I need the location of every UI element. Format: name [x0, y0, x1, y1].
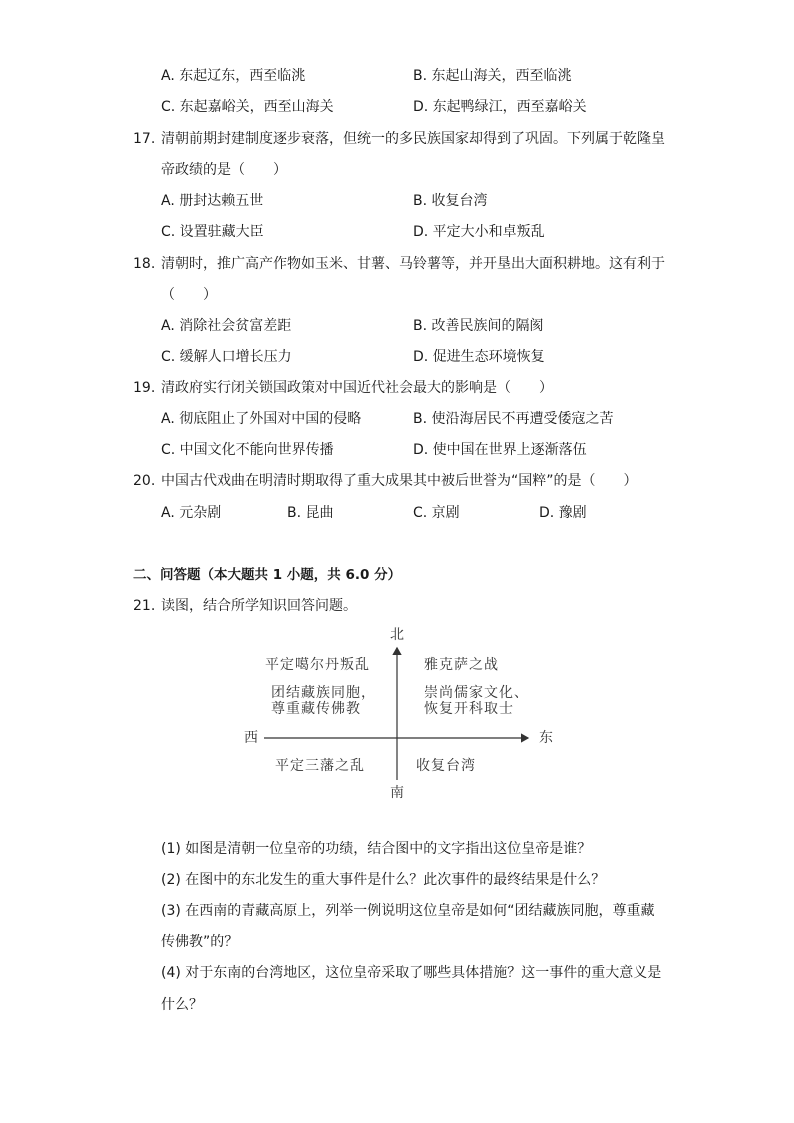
question-number: 19. [133, 380, 156, 396]
option-d[interactable]: D. 东起鸭绿江，西至嘉峪关 [413, 99, 587, 115]
question-text: 清朝时，推广高产作物如玉米、甘薯、马铃薯等，并开垦出大面积耕地。这有利于 [161, 256, 665, 272]
sub-question: (1) 如图是清朝一位皇帝的功绩，结合图中的文字指出这位皇帝是谁？ [161, 841, 592, 857]
question-text: 读图，结合所学知识回答问题。 [161, 598, 357, 614]
section-title: 二、问答题（本大题共 1 小题，共 6.0 分） [133, 567, 402, 583]
southwest-event: 平定三藩之乱 [275, 758, 365, 774]
question-number: 17. [133, 131, 156, 147]
west-label: 西 [244, 730, 259, 746]
northwest-event: 平定噶尔丹叛乱 [265, 657, 370, 673]
option-b[interactable]: B. 东起山海关，西至临洮 [413, 68, 572, 84]
question-number: 20. [133, 473, 156, 489]
option-a[interactable]: A. 彻底阻止了外国对中国的侵略 [161, 411, 362, 427]
option-a[interactable]: A. 消除社会贫富差距 [161, 318, 292, 334]
option-c[interactable]: C. 中国文化不能向世界传播 [161, 442, 334, 458]
option-c[interactable]: C. 设置驻藏大臣 [161, 224, 264, 240]
option-b[interactable]: B. 收复台湾 [413, 193, 488, 209]
sub-question: 什么？ [161, 997, 203, 1013]
option-b[interactable]: B. 改善民族间的隔阂 [413, 318, 544, 334]
southeast-event: 收复台湾 [416, 758, 476, 774]
option-b[interactable]: B. 昆曲 [287, 505, 334, 521]
northeast-event: 崇尚儒家文化、 [424, 685, 529, 701]
northeast-event: 恢复开科取士 [424, 701, 514, 717]
question-text: 清朝前期封建制度逐步衰落，但统一的多民族国家却得到了巩固。下列属于乾隆皇 [161, 131, 665, 147]
sub-question: (2) 在图中的东北发生的重大事件是什么？此次事件的最终结果是什么？ [161, 872, 606, 888]
option-d[interactable]: D. 促进生态环境恢复 [413, 349, 545, 365]
sub-question: 传佛教”的？ [161, 934, 239, 950]
question-text: 帝政绩的是（ ） [161, 162, 287, 178]
option-b[interactable]: B. 使沿海居民不再遭受倭寇之苦 [413, 411, 614, 427]
sub-question: (4) 对于东南的台湾地区，这位皇帝采取了哪些具体措施？这一事件的重大意义是 [161, 965, 662, 981]
northeast-event: 雅克萨之战 [424, 657, 499, 673]
option-c[interactable]: C. 东起嘉峪关，西至山海关 [161, 99, 334, 115]
option-d[interactable]: D. 豫剧 [539, 505, 587, 521]
option-d[interactable]: D. 使中国在世界上逐渐落伍 [413, 442, 587, 458]
option-a[interactable]: A. 东起辽东，西至临洮 [161, 68, 306, 84]
option-c[interactable]: C. 缓解人口增长压力 [161, 349, 292, 365]
question-number: 18. [133, 256, 156, 272]
northwest-event: 团结藏族同胞， [271, 685, 376, 701]
option-a[interactable]: A. 元杂剧 [161, 505, 222, 521]
question-text: 中国古代戏曲在明清时期取得了重大成果其中被后世誉为“国粹”的是（ ） [161, 473, 638, 489]
question-text: （ ） [161, 287, 217, 303]
east-label: 东 [539, 730, 554, 746]
option-c[interactable]: C. 京剧 [413, 505, 460, 521]
sub-question: (3) 在西南的青藏高原上，列举一例说明这位皇帝是如何“团结藏族同胞，尊重藏 [161, 903, 655, 919]
question-number: 21. [133, 598, 156, 614]
northwest-event: 尊重藏传佛教 [271, 701, 361, 717]
option-a[interactable]: A. 册封达赖五世 [161, 193, 264, 209]
north-label: 北 [390, 627, 405, 643]
south-label: 南 [390, 785, 405, 801]
question-text: 清政府实行闭关锁国政策对中国近代社会最大的影响是（ ） [161, 380, 553, 396]
option-d[interactable]: D. 平定大小和卓叛乱 [413, 224, 545, 240]
